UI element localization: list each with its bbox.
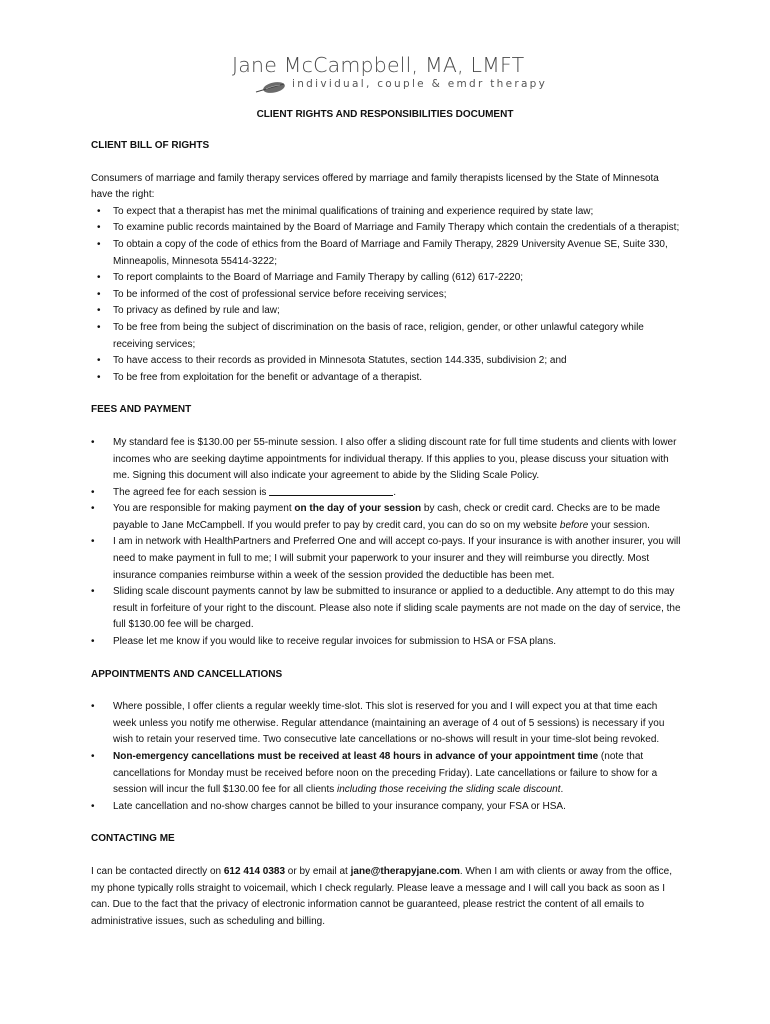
bill-of-rights-intro: Consumers of marriage and family therapy services offered by marriage and family therapists licensed by the State of Minnesota have the right: [91,172,659,201]
practice-tagline: individual, couple & emdr therapy [292,78,548,90]
rights-list [91,204,681,387]
letterhead-subtitle-row [232,78,552,96]
bill-of-rights-heading: CLIENT BILL OF RIGHTS [91,140,210,151]
list-item: • Late cancellation and no-show charges cannot be billed to your insurance company, your FSA or HSA. [91,799,681,816]
list-item: • To report complaints to the Board of Marriage and Family Therapy by calling (612) 617-2220; [91,270,681,287]
list-item: • You are responsible for making payment on the day of your session by cash, check or credit card. Checks are to be made payable to Jane McCampbell. If you would prefer to pay by credit card, you can do so on my website before your session. [91,501,681,534]
list-item: • Where possible, I offer clients a regular weekly time-slot. This slot is reserved for you and I will expect you at that time each week unless you notify me otherwise. Regular attendance (maintaining an average of 4 out of 5 sessions) is necessary if you wish to retain your reserved time. Two consecutive late cancellations or no-shows will result in your time-slot being revoked. [91,699,681,749]
fees-list [91,435,681,651]
list-item: • To have access to their records as provided in Minnesota Statutes, section 144.335, subdivision 2; and [91,353,681,370]
list-item: • To be informed of the cost of professional service before receiving services; [91,287,681,304]
list-item: • To expect that a therapist has met the minimal qualifications of training and experience required by state law; [91,204,681,221]
document-title: CLIENT RIGHTS AND RESPONSIBILITIES DOCUMENT [256,109,514,120]
appointments-heading: APPOINTMENTS AND CANCELLATIONS [91,668,283,680]
contact-paragraph: I can be contacted directly on 612 414 0383 or by email at jane@therapyjane.com. When I am with clients or away from the office, my phone typically rolls straight to voicemail, which I check regularly. Please leave a message and I will call you back as soon as I can. Due to the fact that the privacy of electronic information cannot be guaranteed, please restrict the content of all emails to administrative issues, such as scheduling and billing. [91,865,672,927]
list-item: • Please let me know if you would like to receive regular invoices for submission to HSA or FSA plans. [91,634,681,651]
before-emphasis: before [559,519,589,531]
leaf-logo-icon [254,81,288,94]
list-item: • Sliding scale discount payments cannot by law be submitted to insurance or applied to a deductible. Any attempt to do this may result in forfeiture of your right to the discount. Please also note if sliding scale payments are not made on the day of service, the full $130.00 fee will be charged. [91,584,681,634]
list-item: • To be free from exploitation for the benefit or advantage of a therapist. [91,370,681,387]
list-item: • To privacy as defined by rule and law; [91,303,681,320]
letterhead [232,53,552,96]
list-item: • My standard fee is $130.00 per 55-minute session. I also offer a sliding discount rate for full time students and clients with lower incomes who are seeking daytime appointments for individual therapy. If this applies to you, please discuss your situation with me. Signing this document will also indicate your agreement to abide by the Sliding Scale Policy. [91,435,681,485]
list-item: • To obtain a copy of the code of ethics from the Board of Marriage and Family Therapy, 2829 University Avenue SE, Suite 330, Minneapolis, Minnesota 55414-3222; [91,237,681,270]
cancellation-policy-emphasis: Non-emergency cancellations must be received at least 48 hours in advance of your appointment time [113,751,599,762]
therapist-name: Jane McCampbell, MA, LMFT [232,53,525,77]
agreed-fee-blank-line[interactable] [269,486,393,496]
list-item: • To examine public records maintained by the Board of Marriage and Family Therapy which contain the credentials of a therapist; [91,220,681,237]
fees-heading: FEES AND PAYMENT [91,404,192,416]
email-address: jane@therapyjane.com [350,865,460,877]
list-item: • The agreed fee for each session is . [91,485,681,502]
sliding-scale-emphasis: including those receiving the sliding scale discount [337,784,561,796]
appointments-list [91,699,681,815]
contact-heading: CONTACTING ME [91,833,175,845]
fee-label: The agreed fee for each session is [113,486,270,498]
list-item: • Non-emergency cancellations must be received at least 48 hours in advance of your appointment time (note that cancellations for Monday must be received before noon on the preceding Friday). Late cancellations or failure to show for a session will incur the full $130.00 fee for all clients including those receiving the sliding scale discount. [91,749,681,799]
list-item: • I am in network with HealthPartners and Preferred One and will accept co-pays. If your insurance is with another insurer, you will need to make payment in full to me; I will submit your paperwork to your insurer and they will reimburse you directly. Most insurance companies reimburse within a week of the session provided the deductible has been met. [91,534,681,584]
document-body [91,138,681,930]
list-item: • To be free from being the subject of discrimination on the basis of race, religion, gender, or other unlawful category while receiving services; [91,320,681,353]
payment-timing-emphasis: on the day of your session [294,503,422,515]
phone-number: 612 414 0383 [223,865,286,877]
